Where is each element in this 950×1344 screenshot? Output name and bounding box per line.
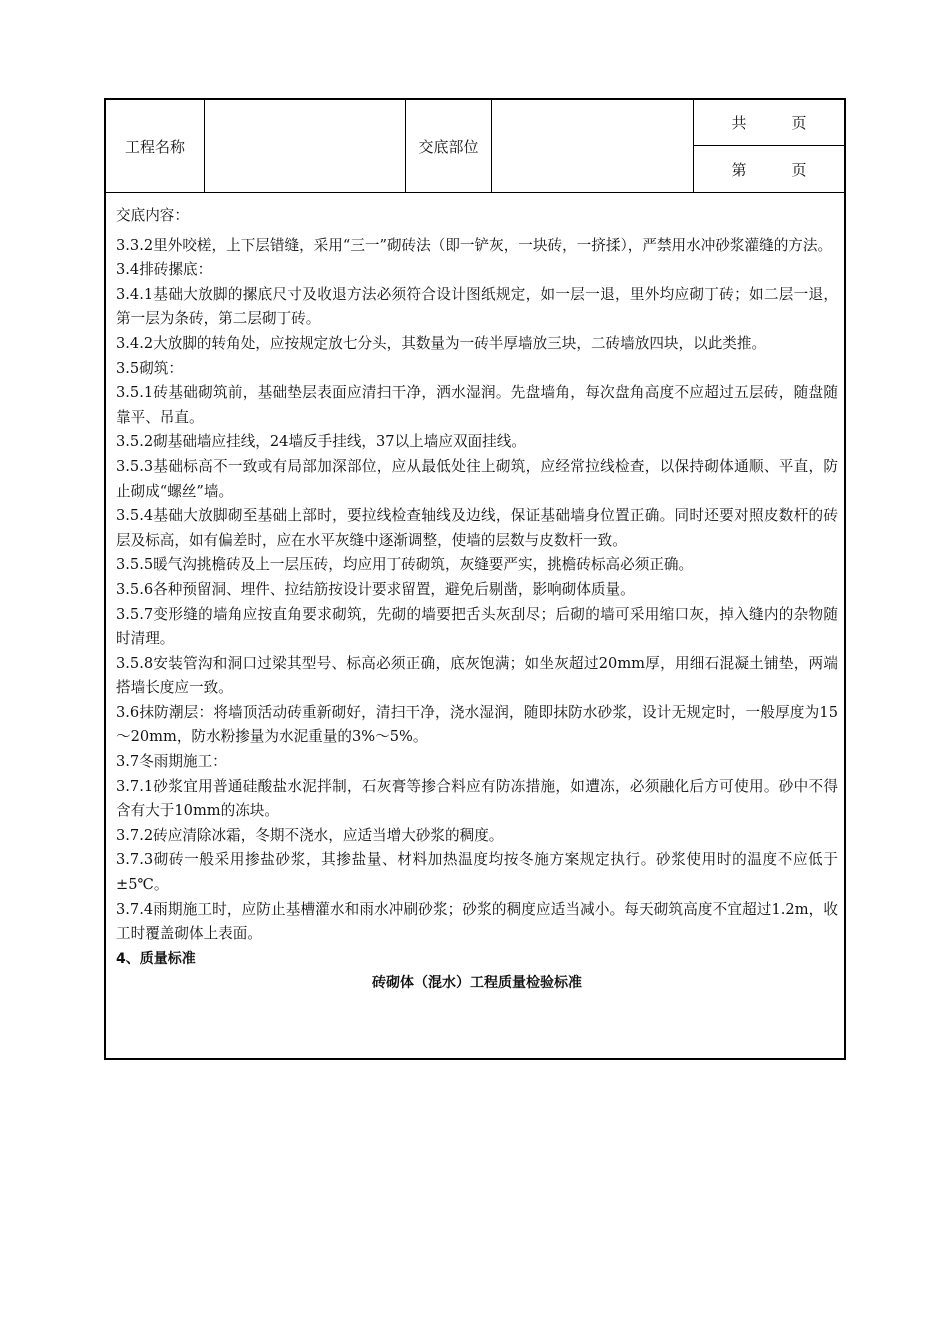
paragraph: 3.3.2里外咬槎，上下层错缝，采用“三一”砌砖法（即一铲灰，一块砖，一挤揉），严禁用水冲砂浆灌缝的方法。 bbox=[116, 236, 833, 254]
paragraph: 3.7.2砖应清除冰霜，冬期不浇水，应适当增大砂浆的稠度。 bbox=[116, 826, 504, 844]
paragraph: 3.5.8安装管沟和洞口过梁其型号、标高必须正确，底灰饱满；如坐灰超过20mm厚，用细石混凝土铺垫，两端搭墙长度应一致。 bbox=[116, 654, 838, 697]
paragraph: 3.5.1砖基础砌筑前，基础垫层表面应清扫干净，洒水湿润。先盘墙角，每次盘角高度不应超过五层砖，随盘随靠平、吊直。 bbox=[116, 384, 838, 426]
disclosure-part-label: 交底部位 bbox=[418, 137, 479, 156]
paragraph: 3.6抹防潮层：将墙顶活动砖重新砌好，清扫干净，浇水湿润，随即抹防水砂浆，设计无规定时，一般厚度为15～20mm，防水粉掺量为水泥重量的3%～5%。 bbox=[116, 703, 838, 746]
content-heading: 交底内容： bbox=[116, 207, 189, 224]
paragraph: 3.5.5暖气沟挑檐砖及上一层压砖，均应用丁砖砌筑，灰缝要严实，挑檐砖标高必须正确。 bbox=[116, 556, 694, 574]
disclosure-part-value[interactable] bbox=[492, 100, 693, 192]
header-bottom-rule bbox=[106, 192, 844, 193]
paragraph: 3.7.1砂浆宜用普通硅酸盐水泥拌制，石灰膏等掺合料应有防冻措施，如遭冻，必须融化后方可使用。砂中不得含有大于10mm的冻块。 bbox=[116, 777, 838, 820]
paragraph: 3.4排砖摞底： bbox=[116, 261, 213, 279]
paragraph: 3.5.6各种预留洞、埋件、拉结筋按设计要求留置，避免后剔凿，影响砌体质量。 bbox=[116, 580, 635, 598]
paragraph: 3.5.2砌基础墙应挂线，24墙反手挂线，37以上墙应双面挂线。 bbox=[116, 433, 526, 451]
project-name-label: 工程名称 bbox=[124, 137, 185, 156]
paragraph: 3.7.3砌砖一般采用掺盐砂浆，其掺盐量、材料加热温度均按冬施方案规定执行。砂浆使用时的温度不应低于±5℃。 bbox=[116, 851, 838, 894]
disclosure-content bbox=[116, 204, 838, 996]
paragraph: 3.7.4雨期施工时，应防止基槽灌水和雨水冲刷砂浆；砂浆的稠度应适当减小。每天砌筑高度不宜超过1.2m，收工时覆盖砌体上表面。 bbox=[116, 900, 838, 943]
paragraph: 3.5砌筑： bbox=[116, 359, 183, 377]
quality-table-title: 砖砌体（混水）工程质量检验标准 bbox=[372, 975, 582, 992]
total-pages: 共 页 bbox=[731, 114, 807, 132]
paragraph: 3.5.3基础标高不一致或有局部加深部位，应从最低处往上砌筑，应经常拉线检查，以保持砌体通顺、平直，防止砌成“螺丝”墙。 bbox=[116, 457, 838, 500]
paragraph: 3.5.7变形缝的墙角应按直角要求砌筑，先砌的墙要把舌头灰刮尽；后砌的墙可采用缩口灰，掉入缝内的杂物随时清理。 bbox=[116, 605, 838, 648]
paragraph: 3.7冬雨期施工： bbox=[116, 753, 227, 771]
disclosure-form bbox=[104, 98, 846, 1060]
section-heading: 4、质量标准 bbox=[116, 950, 196, 967]
project-name-value[interactable] bbox=[205, 100, 405, 192]
paragraph: 3.5.4基础大放脚砌至基础上部时，要拉线检查轴线及边线，保证基础墙身位置正确。同时还要对照皮数杆的砖层及标高，如有偏差时，应在水平灰缝中逐渐调整，使墙的层数与皮数杆一致。 bbox=[116, 507, 838, 549]
paragraph: 3.4.2大放脚的转角处，应按规定放七分头，其数量为一砖半厚墙放三块，二砖墙放四块，以此类推。 bbox=[116, 334, 767, 352]
paragraph: 3.4.1基础大放脚的摞底尺寸及收退方法必须符合设计图纸规定，如一层一退，里外均应砌丁砖；如二层一退，第一层为条砖，第二层砌丁砖。 bbox=[116, 285, 838, 328]
page-number: 第 页 bbox=[731, 160, 807, 179]
